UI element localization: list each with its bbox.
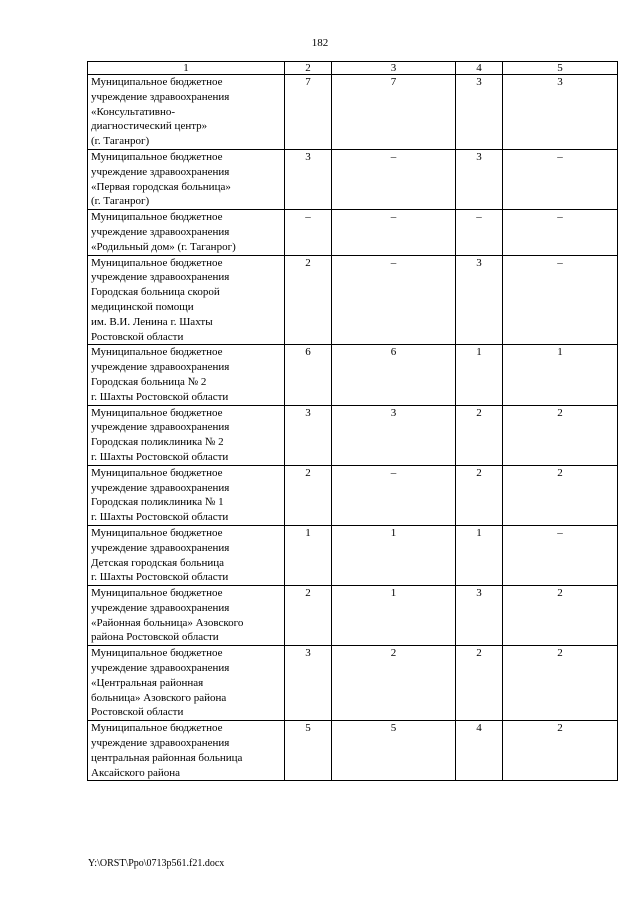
table-row: [88, 75, 618, 150]
value-cell: 2: [503, 586, 618, 646]
value-cell: 2: [503, 465, 618, 525]
value-cell: –: [503, 525, 618, 585]
column-header: 5: [503, 62, 618, 75]
value-cell: 1: [456, 345, 503, 405]
value-cell: 5: [285, 721, 332, 781]
value-cell: –: [332, 149, 456, 209]
file-path-footer: Y:\ORST\Ppo\0713p561.f21.docx: [88, 858, 225, 869]
value-cell: 3: [285, 149, 332, 209]
table-row: [88, 586, 618, 646]
institution-name-cell: Муниципальное бюджетное учреждение здравоохранения центральная районная больница Аксайского района: [88, 721, 285, 781]
page-number: 182: [311, 37, 329, 49]
value-cell: 2: [285, 586, 332, 646]
institution-name-cell: Муниципальное бюджетное учреждение здравоохранения «Центральная районная больница» Азовского района Ростовской области: [88, 646, 285, 721]
value-cell: 1: [285, 525, 332, 585]
value-cell: –: [503, 255, 618, 345]
table-row: [88, 465, 618, 525]
value-cell: –: [503, 210, 618, 255]
value-cell: 1: [332, 525, 456, 585]
value-cell: 1: [332, 586, 456, 646]
value-cell: 1: [456, 525, 503, 585]
institution-name-cell: Муниципальное бюджетное учреждение здравоохранения «Районная больница» Азовского района Ростовской области: [88, 586, 285, 646]
value-cell: –: [456, 210, 503, 255]
column-header: 3: [332, 62, 456, 75]
value-cell: 2: [503, 721, 618, 781]
value-cell: 4: [456, 721, 503, 781]
institution-name-cell: Муниципальное бюджетное учреждение здравоохранения «Родильный дом» (г. Таганрог): [88, 210, 285, 255]
table-row: [88, 721, 618, 781]
value-cell: 7: [285, 75, 332, 150]
institution-name-cell: Муниципальное бюджетное учреждение здравоохранения Городская поликлиника № 1 г. Шахты Ростовской области: [88, 465, 285, 525]
value-cell: 2: [456, 405, 503, 465]
column-header: 4: [456, 62, 503, 75]
institution-name-cell: Муниципальное бюджетное учреждение здравоохранения «Консультативно- диагностический центр» (г. Таганрог): [88, 75, 285, 150]
value-cell: 2: [456, 646, 503, 721]
value-cell: 3: [285, 405, 332, 465]
institution-name-cell: Муниципальное бюджетное учреждение здравоохранения Детская городская больница г. Шахты Ростовской области: [88, 525, 285, 585]
table-row: [88, 345, 618, 405]
table-row: [88, 255, 618, 345]
column-header: 2: [285, 62, 332, 75]
value-cell: 3: [456, 586, 503, 646]
table-header-row: [88, 62, 618, 75]
value-cell: 2: [285, 465, 332, 525]
table-row: [88, 646, 618, 721]
table-row: [88, 525, 618, 585]
value-cell: 6: [285, 345, 332, 405]
value-cell: –: [503, 149, 618, 209]
value-cell: 3: [503, 75, 618, 150]
table-row: [88, 405, 618, 465]
value-cell: 1: [503, 345, 618, 405]
value-cell: 2: [503, 646, 618, 721]
value-cell: –: [332, 210, 456, 255]
value-cell: 7: [332, 75, 456, 150]
data-table: [87, 61, 618, 781]
value-cell: 2: [456, 465, 503, 525]
institution-name-cell: Муниципальное бюджетное учреждение здравоохранения Городская больница № 2 г. Шахты Ростовской области: [88, 345, 285, 405]
column-header: 1: [88, 62, 285, 75]
value-cell: 2: [285, 255, 332, 345]
value-cell: 3: [456, 149, 503, 209]
value-cell: 3: [332, 405, 456, 465]
table-row: [88, 149, 618, 209]
value-cell: 6: [332, 345, 456, 405]
institution-name-cell: Муниципальное бюджетное учреждение здравоохранения Городская больница скорой медицинской помощи им. В.И. Ленина г. Шахты Ростовской области: [88, 255, 285, 345]
value-cell: –: [285, 210, 332, 255]
value-cell: 5: [332, 721, 456, 781]
value-cell: 3: [456, 75, 503, 150]
value-cell: –: [332, 465, 456, 525]
value-cell: –: [332, 255, 456, 345]
value-cell: 3: [456, 255, 503, 345]
value-cell: 2: [332, 646, 456, 721]
value-cell: 3: [285, 646, 332, 721]
institution-name-cell: Муниципальное бюджетное учреждение здравоохранения Городская поликлиника № 2 г. Шахты Ростовской области: [88, 405, 285, 465]
value-cell: 2: [503, 405, 618, 465]
table-row: [88, 210, 618, 255]
institution-name-cell: Муниципальное бюджетное учреждение здравоохранения «Первая городская больница» (г. Таганрог): [88, 149, 285, 209]
